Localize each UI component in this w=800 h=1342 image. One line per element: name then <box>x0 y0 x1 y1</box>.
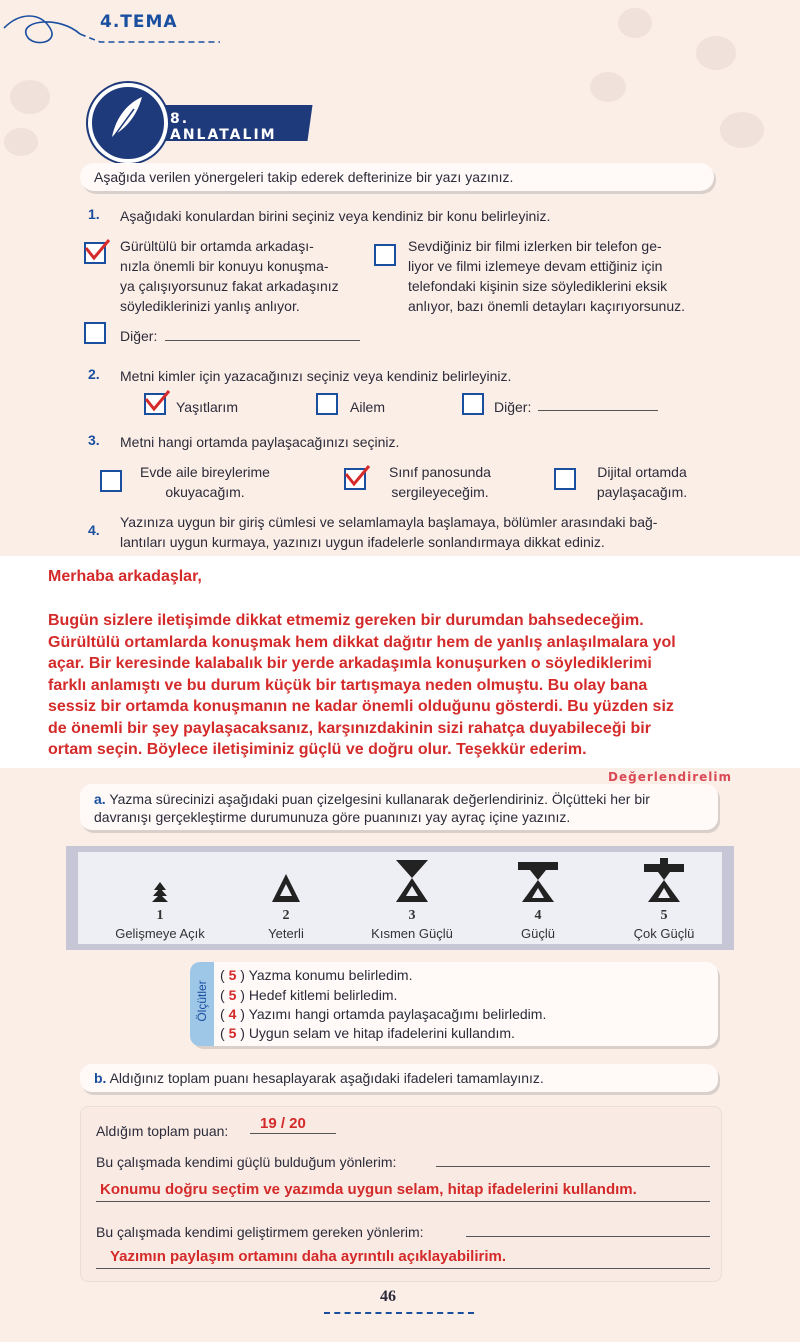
q3-option1-text: Evde aile bireylerime okuyacağım. <box>140 464 270 500</box>
q1-option1-text: Gürültülü bir ortamda arkadaşı- nızla önemli bir konuyu konuşma- ya çalışıyorsunuz fakat arkadaşınız söylediklerinizi yanlış anlıyor. <box>120 238 339 314</box>
criteria-item: ( 5 ) Yazma konumu belirledim. <box>220 967 413 983</box>
paw-decoration <box>618 8 652 38</box>
evaluation-b-text: Aldığınız toplam puanı hesaplayarak aşağıdaki ifadeleri tamamlayınız. <box>109 1070 544 1086</box>
improvements-line[interactable] <box>96 1268 710 1269</box>
motif-level-2-icon <box>270 872 302 904</box>
criteria-score[interactable]: 5 <box>228 967 237 983</box>
evaluation-a-label: a. <box>94 791 106 807</box>
evaluation-a-text: Yazma sürecinizi aşağıdaki puan çizelgesini kullanarak değerlendiriniz. Ölçütteki her bir <box>109 791 650 807</box>
strengths-line[interactable] <box>436 1166 710 1167</box>
essay-line: Bugün sizlere iletişimde dikkat etmemiz gereken bir durumdan bahsedeceğim. <box>48 612 644 629</box>
rating-scale: 1 Gelişmeye Açık 2 Yeterli 3 Kısmen Güçlü 4 Güçlü 5 Çok Güçlü <box>66 846 734 950</box>
q1-text: Aşağıdaki konulardan birini seçiniz veya kendiniz bir konu belirleyiniz. <box>120 208 551 224</box>
criteria-item: ( 5 ) Hedef kitlemi belirledim. <box>220 987 398 1003</box>
q2-option1-text: Yaşıtlarım <box>176 399 238 415</box>
q1-option1-checkbox[interactable] <box>84 242 106 264</box>
total-score-label: Aldığım toplam puan: <box>96 1123 229 1139</box>
q3-number: 3. <box>88 432 100 448</box>
criteria-tab: Ölçütler <box>190 962 214 1046</box>
total-score-value[interactable]: 19 / 20 <box>260 1115 306 1132</box>
page-number-underline <box>324 1312 474 1314</box>
strengths-line[interactable] <box>96 1201 710 1202</box>
improvements-value[interactable]: Yazımın paylaşım ortamını daha ayrıntılı açıklayabilirim. <box>110 1248 506 1265</box>
tema-label: 4.TEMA <box>100 12 178 32</box>
essay-line: açar. Bir keresinde kalabalık bir yerde arkadaşımla konuşurken o söylediklerimi <box>48 655 652 672</box>
check-mark-icon <box>143 389 171 413</box>
q1-other-label: Diğer: <box>120 328 158 344</box>
paw-decoration <box>696 36 736 70</box>
q2-number: 2. <box>88 366 100 382</box>
criteria-item: ( 5 ) Uygun selam ve hitap ifadelerini kullandım. <box>220 1025 515 1041</box>
criteria-score[interactable]: 5 <box>228 987 237 1003</box>
q2-option3-checkbox[interactable] <box>462 393 484 415</box>
q1-other-checkbox[interactable] <box>84 322 106 344</box>
essay-line: ortam seçin. Böylece iletişiminiz güçlü ve doğru olur. Teşekkür ederim. <box>48 741 587 758</box>
q1-number: 1. <box>88 206 100 222</box>
page-number: 46 <box>380 1288 396 1305</box>
paw-decoration <box>4 128 38 156</box>
q2-option1-checkbox[interactable] <box>144 393 166 415</box>
evaluation-a-box <box>80 784 718 830</box>
section-header <box>88 83 298 155</box>
essay-line: farklı anlamıştı ve bu durum küçük bir tartışmaya neden olmuştu. Bu olay bana <box>48 676 648 694</box>
motif-level-3-icon <box>394 858 430 904</box>
q2-text: Metni kimler için yazacağınızı seçiniz veya kendiniz belirleyiniz. <box>120 368 512 384</box>
q2-option2-text: Ailem <box>350 399 386 415</box>
strengths-label: Bu çalışmada kendimi güçlü bulduğum yönlerim: <box>96 1154 397 1170</box>
instruction-bar: Aşağıda verilen yönergeleri takip ederek defterinize bir yazı yazınız. <box>80 163 714 191</box>
evaluation-b-box <box>80 1064 718 1092</box>
check-mark-icon <box>83 238 111 262</box>
motif-level-1-icon <box>150 880 170 906</box>
essay-line: sessiz bir ortamda konuşmanın ne kadar önemli olduğunu gösterdi. Bu yüzden siz <box>48 698 674 715</box>
improvements-line[interactable] <box>466 1236 710 1237</box>
q3-option2-text: Sınıf panosunda sergileyeceğim. <box>389 464 491 500</box>
feather-icon <box>92 87 156 151</box>
paw-decoration <box>10 80 50 114</box>
criteria-score[interactable]: 5 <box>228 1025 237 1041</box>
strengths-value[interactable]: Konumu doğru seçtim ve yazımda uygun selam, hitap ifadelerini kullandım. <box>100 1181 637 1198</box>
essay-area <box>0 556 800 768</box>
paw-decoration <box>590 72 626 102</box>
q3-option2-checkbox[interactable] <box>344 468 366 490</box>
improvements-label: Bu çalışmada kendimi geliştirmem gereken yönlerim: <box>96 1224 424 1240</box>
evaluation-b-label: b. <box>94 1070 107 1086</box>
essay-line: Gürültülü ortamlarda konuşmak hem dikkat dağıtır hem de yanlış anlaşılmalara yol <box>48 633 676 651</box>
q3-option1-checkbox[interactable] <box>100 470 122 492</box>
criteria-score[interactable]: 4 <box>228 1006 237 1022</box>
q3-text: Metni hangi ortamda paylaşacağınızı seçiniz. <box>120 434 400 450</box>
q1-option2-text: Sevdiğiniz bir filmi izlerken bir telefon ge- liyor ve filmi izlemeye devam ettiğiniz için telefondaki kişinin size söylediklerini eksik anlıyor, bazı önemli detayları kaçırıyorsunuz. <box>408 238 686 314</box>
q2-other-line[interactable] <box>538 410 658 411</box>
q3-option3-text: Dijital ortamda paylaşacağım. <box>596 464 688 500</box>
check-mark-icon <box>343 464 371 488</box>
total-score-line[interactable] <box>250 1133 336 1134</box>
evaluation-a-text: davranışı gerçekleştirme durumunuza göre puanınızı yay ayraç içine yazınız. <box>94 809 571 825</box>
q2-option2-checkbox[interactable] <box>316 393 338 415</box>
q1-option2-checkbox[interactable] <box>374 244 396 266</box>
q4-text: Yazınıza uygun bir giriş cümlesi ve selamlamayla başlamaya, bölümler arasındaki bağ- lantıları uygun kurmaya, yazınızı uygun ifadelerle sonlandırmaya dikkat ediniz. <box>120 514 658 550</box>
essay-line: de önemli bir şey paylaşacaksanız, karşınızdakinin sizi rahatça duyabileceği bir <box>48 719 651 737</box>
evaluation-heading: Değerlendirelim <box>608 770 733 784</box>
paw-decoration <box>720 112 764 148</box>
q1-other-line[interactable] <box>165 340 360 341</box>
section-title: 8. ANLATALIM <box>170 111 277 143</box>
q4-number: 4. <box>88 522 100 538</box>
q2-option3-text: Diğer: <box>494 399 532 415</box>
essay-greeting: Merhaba arkadaşlar, <box>48 568 202 585</box>
motif-level-4-icon <box>516 858 560 904</box>
motif-level-5-icon <box>640 856 688 904</box>
q3-option3-checkbox[interactable] <box>554 468 576 490</box>
criteria-item: ( 4 ) Yazımı hangi ortamda paylaşacağımı belirledim. <box>220 1006 547 1022</box>
